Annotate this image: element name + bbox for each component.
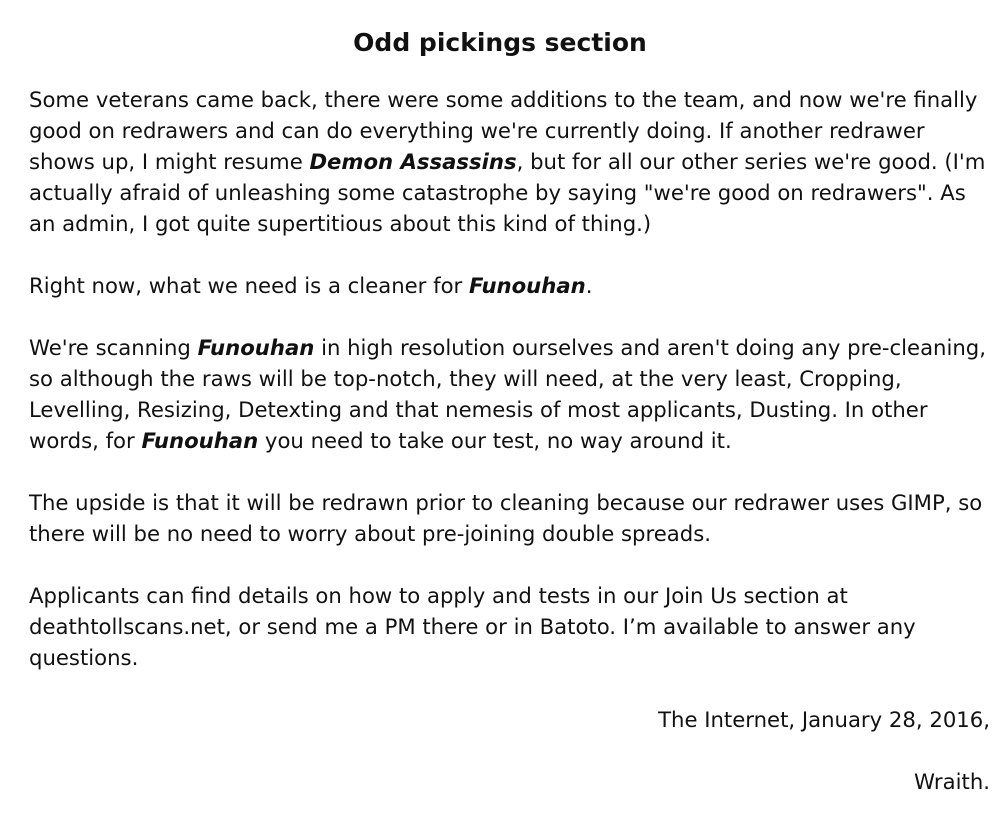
paragraph-text: We're scanning [29, 335, 198, 360]
paragraph-upside: The upside is that it will be redrawn prior to cleaning because our redrawer uses GIMP, so there will be no need to worry about pre-joining double spreads. [29, 490, 983, 546]
paragraph-text: . [585, 273, 593, 298]
paragraph-cleaner-needed [29, 270, 990, 301]
series-title-funouhan: Funouhan [197, 335, 315, 360]
series-title-funouhan: Funouhan [469, 273, 586, 298]
paragraph-text: you need to take our test, no way around it. [258, 428, 732, 453]
paragraph-applicants: Applicants can find details on how to apply and tests in our Join Us section at deathtollscans.net, or send me a PM there or in Batoto. I’m available to answer any questions. [29, 583, 916, 670]
paragraph-text: , but for all our other series we're good. (I'm actually afraid of unleashing some catastrophe by saying "we're good on redrawers". As an admin, I got quite supertitious about this kind of thing.) [29, 149, 986, 236]
paragraph-redrawers [29, 84, 990, 239]
series-title-funouhan: Funouhan [141, 428, 259, 453]
series-title-demon-assassins: Demon Assassins [309, 149, 517, 174]
signature: Wraith. [913, 769, 990, 794]
page-title: Odd pickings section [353, 28, 647, 57]
paragraph-text: in high resolution ourselves and aren't doing any pre-cleaning, so although the raws will be top-notch, they will need, at the very least, Cropping, Levelling, Resizing, Detexting and that nemesis of most applicants, Dusting. In other words, for [29, 335, 986, 453]
paragraph-scanning [29, 332, 990, 456]
dateline: The Internet, January 28, 2016, [658, 707, 990, 732]
paragraph-text: Some veterans came back, there were some additions to the team, and now we're finally good on redrawers and can do everything we're currently doing. If another redrawer shows up, I might resume [29, 87, 978, 174]
paragraph-text: Right now, what we need is a cleaner for [29, 273, 469, 298]
